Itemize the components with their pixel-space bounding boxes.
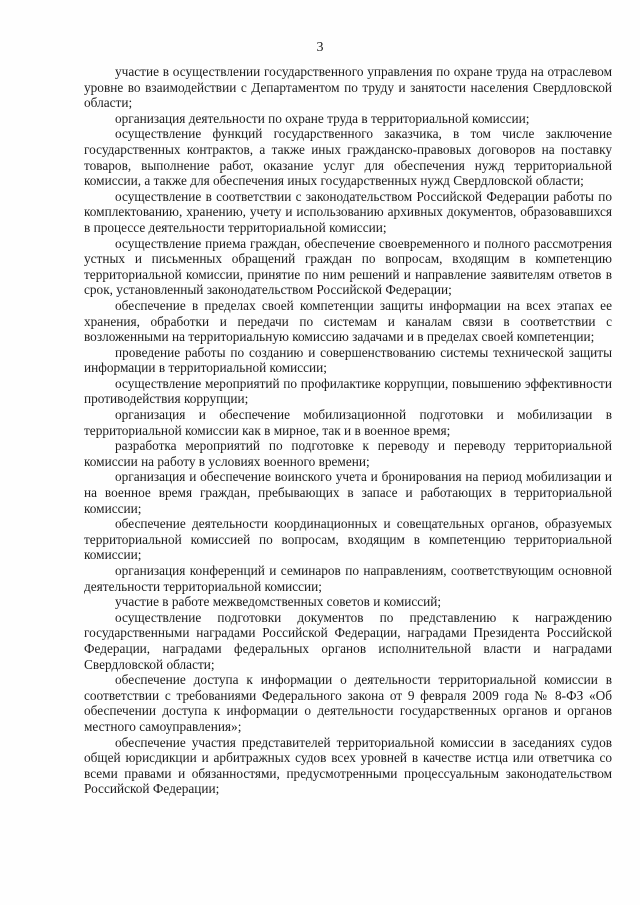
paragraph: осуществление подготовки документов по представлению к награждению государственными наградами Российской Федерации, наградами Президента Российской Федерации, наградами федеральных органов исполнительной власти и наградами Свердловской области; bbox=[84, 609, 612, 672]
paragraph: осуществление в соответствии с законодательством Российской Федерации работы по комплектованию, хранению, учету и использованию архивных документов, образовавшихся в процессе деятельности территориальной комиссии; bbox=[84, 188, 612, 235]
paragraph: организация и обеспечение воинского учета и бронирования на период мобилизации и на военное время граждан, пребывающих в запасе и работающих в территориальной комиссии; bbox=[84, 469, 612, 516]
paragraph: участие в работе межведомственных советов и комиссий; bbox=[115, 594, 442, 610]
page-number: 3 bbox=[316, 40, 324, 55]
paragraph: обеспечение участия представителей территориальной комиссии в заседаниях судов общей юрисдикции и арбитражных судов всех уровней в качестве истца или ответчика со всеми правами и обязанностями, предусмотренными процессуальным законодательством Российской Федерации; bbox=[84, 734, 612, 797]
paragraph: участие в осуществлении государственного управления по охране труда на отраслевом уровне во взаимодействии с Департаментом по труду и занятости населения Свердловской области; bbox=[84, 64, 612, 111]
paragraph: осуществление приема граждан, обеспечение своевременного и полного рассмотрения устных и письменных обращений граждан по вопросам, входящим в компетенцию территориальной комиссии, принятие по ним решений и направление заявителям ответов в срок, установленный законодательством Российской Федерации; bbox=[84, 235, 612, 298]
paragraph: проведение работы по созданию и совершенствованию системы технической защиты информации в территориальной комиссии; bbox=[84, 344, 612, 376]
paragraph: организация и обеспечение мобилизационной подготовки и мобилизации в территориальной комиссии как в мирное, так и в военное время; bbox=[84, 407, 612, 438]
paragraph: осуществление мероприятий по профилактике коррупции, повышению эффективности противодействия коррупции; bbox=[84, 375, 612, 407]
paragraph: обеспечение доступа к информации о деятельности территориальной комиссии в соответствии с требованиями Федерального закона от 9 февраля 2009 года № 8-ФЗ «Об обеспечении доступа к информации о деятельности государственных органов и органов местного самоуправления»; bbox=[84, 672, 612, 734]
paragraph: обеспечение в пределах своей компетенции защиты информации на всех этапах ее хранения, обработки и передачи по системам и каналам связи в соответствии с возложенными на территориальную комиссию задачами и в пределах своей компетенции; bbox=[84, 297, 612, 345]
paragraph: разработка мероприятий по подготовке к переводу и переводу территориальной комиссии на работу в условиях военного времени; bbox=[84, 438, 612, 469]
paragraph: осуществление функций государственного заказчика, в том числе заключение государственных контрактов, а также иных гражданско-правовых договоров на поставку товаров, выполнение работ, оказание услуг для обеспечения нужд территориальной комиссии, а также для обеспечения иных государственных нужд Свердловской области; bbox=[84, 126, 612, 189]
document-body bbox=[84, 64, 612, 797]
paragraph: организация конференций и семинаров по направлениям, соответствующим основной деятельности территориальной комиссии; bbox=[84, 563, 612, 594]
paragraph: обеспечение деятельности координационных и совещательных органов, образуемых территориальной комиссией по вопросам, входящим в компетенцию территориальной комиссии; bbox=[84, 516, 612, 563]
paragraph: организация деятельности по охране труда в территориальной комиссии; bbox=[115, 110, 530, 126]
